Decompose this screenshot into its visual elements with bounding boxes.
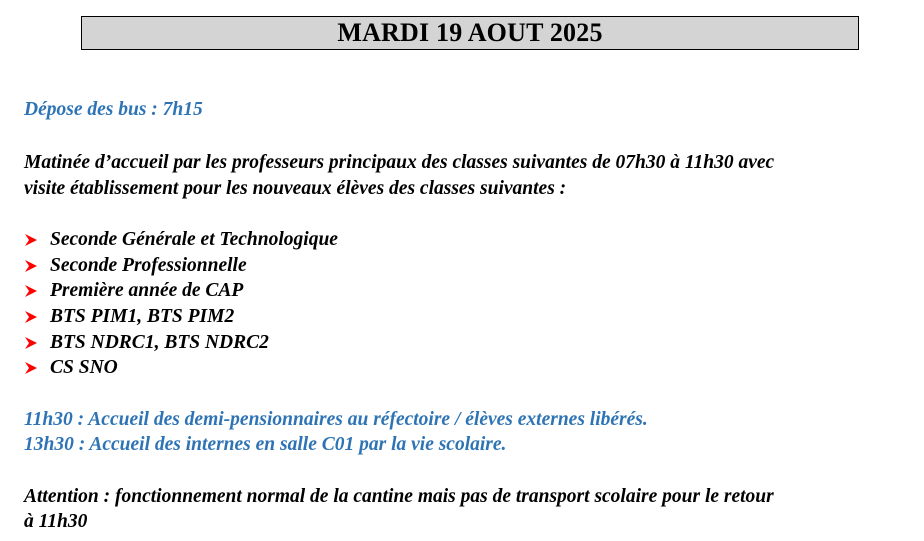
bus-dropoff-time: Dépose des bus : 7h15 <box>24 99 203 120</box>
list-item-label: Seconde Générale et Technologique <box>50 229 338 250</box>
list-item-label: BTS PIM1, BTS PIM2 <box>50 306 235 327</box>
list-item-label: BTS NDRC1, BTS NDRC2 <box>50 332 269 353</box>
schedule-line-1: 11h30 : Accueil des demi-pensionnaires au réfectoire / élèves externes libérés. <box>24 409 648 430</box>
attention-line-1: Attention : fonctionnement normal de la cantine mais pas de transport scolaire pour le retour <box>24 486 774 507</box>
date-title: MARDI 19 AOUT 2025 <box>337 18 603 47</box>
list-item <box>24 253 247 279</box>
red-arrowhead-bullet-icon <box>24 355 50 381</box>
list-item <box>24 227 338 253</box>
red-arrowhead-bullet-icon <box>24 330 50 356</box>
intro-line-2: visite établissement pour les nouveaux élèves des classes suivantes : <box>24 178 567 199</box>
list-item-label: Première année de CAP <box>50 280 244 301</box>
intro-line-1: Matinée d’accueil par les professeurs principaux des classes suivantes de 07h30 à 11h30 avec <box>24 152 775 173</box>
list-item-label: CS SNO <box>50 357 118 378</box>
red-arrowhead-bullet-icon <box>24 278 50 304</box>
red-arrowhead-bullet-icon <box>24 227 50 253</box>
list-item <box>24 278 243 304</box>
date-title-box <box>81 16 859 50</box>
red-arrowhead-bullet-icon <box>24 304 50 330</box>
list-item-label: Seconde Professionnelle <box>50 255 247 276</box>
attention-line-2: à 11h30 <box>24 511 88 532</box>
list-item <box>24 355 118 381</box>
list-item <box>24 304 234 330</box>
schedule-line-2: 13h30 : Accueil des internes en salle C01 par la vie scolaire. <box>24 434 507 455</box>
red-arrowhead-bullet-icon <box>24 253 50 279</box>
list-item <box>24 330 269 356</box>
